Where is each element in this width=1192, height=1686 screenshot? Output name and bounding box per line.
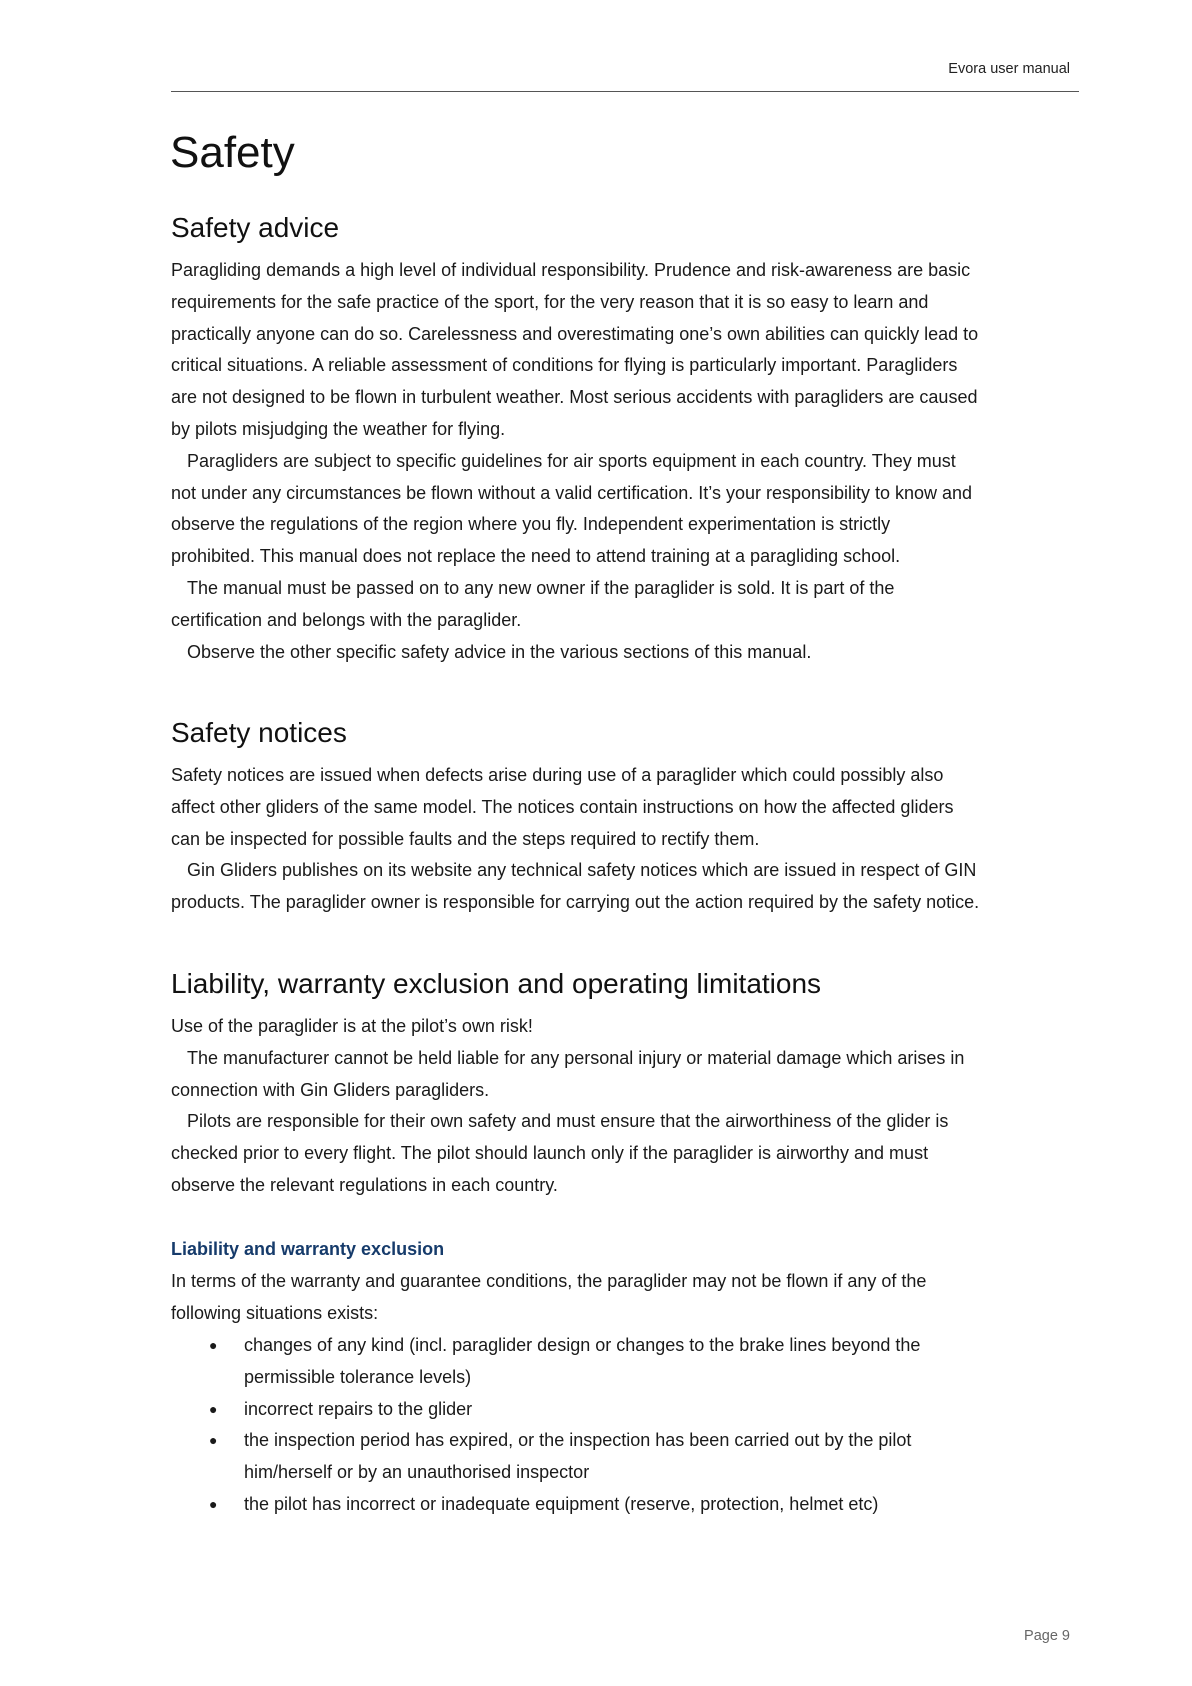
list-item-continuation xyxy=(171,1457,920,1489)
text-line: not under any circumstances be flown without a valid certification. It’s your responsibility to know and xyxy=(171,482,973,503)
page-number: Page 9 xyxy=(1024,1628,1070,1644)
bullet-icon: ● xyxy=(209,1432,218,1449)
text-line: by pilots misjudging the weather for flying. xyxy=(171,418,506,439)
text-line: certification and belongs with the paraglider. xyxy=(171,609,522,630)
heading-safety-advice: Safety advice xyxy=(171,212,340,243)
exclusion-list xyxy=(171,1330,920,1521)
text-line: In terms of the warranty and guarantee conditions, the paraglider may not be flown if any of the xyxy=(171,1271,927,1291)
text-line: observe the relevant regulations in each country. xyxy=(171,1174,558,1195)
text-line: Paragliding demands a high level of individual responsibility. Prudence and risk-awareness are basic xyxy=(171,260,971,280)
text-line: practically anyone can do so. Carelessness and overestimating one’s own abilities can quickly lead to xyxy=(171,323,979,344)
list-item-continuation xyxy=(171,1362,920,1394)
text-line: Pilots are responsible for their own safety and must ensure that the airworthiness of the glider is xyxy=(187,1111,949,1132)
text-line: requirements for the safe practice of the sport, for the very reason that it is so easy to learn and xyxy=(171,291,929,312)
header-rule xyxy=(171,91,1079,92)
text-line: Safety notices are issued when defects arise during use of a paraglider which could possibly also xyxy=(171,765,944,785)
text-line: affect other gliders of the same model. The notices contain instructions on how the affected gliders xyxy=(171,796,954,817)
bullet-icon: ● xyxy=(209,1337,218,1353)
running-header: Evora user manual xyxy=(948,61,1070,77)
list-item xyxy=(171,1394,920,1426)
list-item-text: him/herself or by an unauthorised inspector xyxy=(244,1462,590,1483)
subheading-liability-warranty: Liability and warranty exclusion xyxy=(171,1239,445,1259)
list-item xyxy=(171,1425,920,1457)
list-item-text: the pilot has incorrect or inadequate equipment (reserve, protection, helmet etc) xyxy=(244,1493,879,1514)
text-line: following situations exists: xyxy=(171,1302,379,1323)
page-title: Safety xyxy=(170,128,295,177)
text-line: prohibited. This manual does not replace the need to attend training at a paragliding school. xyxy=(171,546,901,567)
text-line: The manufacturer cannot be held liable for any personal injury or material damage which arises in xyxy=(187,1047,965,1068)
text-line: Use of the paraglider is at the pilot’s own risk! xyxy=(171,1016,533,1036)
list-item-text: the inspection period has expired, or the inspection has been carried out by the pilot xyxy=(244,1430,912,1451)
liability-warranty-body xyxy=(171,1266,926,1330)
text-line: Paragliders are subject to specific guidelines for air sports equipment in each country. They must xyxy=(187,450,956,471)
safety-advice-body xyxy=(171,255,978,668)
text-line: Gin Gliders publishes on its website any technical safety notices which are issued in respect of GIN xyxy=(187,860,977,881)
heading-safety-notices: Safety notices xyxy=(171,717,347,748)
bullet-icon: ● xyxy=(209,1495,218,1512)
text-line: Observe the other specific safety advice in the various sections of this manual. xyxy=(187,641,812,662)
heading-liability: Liability, warranty exclusion and operating limitations xyxy=(171,968,822,999)
bullet-icon: ● xyxy=(209,1400,218,1417)
list-item-text: changes of any kind (incl. paraglider design or changes to the brake lines beyond the xyxy=(244,1335,921,1355)
text-line: connection with Gin Gliders paragliders. xyxy=(171,1079,490,1100)
list-item-text: incorrect repairs to the glider xyxy=(244,1398,473,1419)
text-line: The manual must be passed on to any new owner if the paraglider is sold. It is part of the xyxy=(187,577,895,598)
text-line: can be inspected for possible faults and the steps required to rectify them. xyxy=(171,828,760,849)
text-line: are not designed to be flown in turbulent weather. Most serious accidents with paragliders are caused xyxy=(171,387,978,408)
list-item xyxy=(171,1330,920,1362)
list-item xyxy=(171,1489,920,1521)
text-line: observe the regulations of the region where you fly. Independent experimentation is strictly xyxy=(171,514,891,535)
text-line: products. The paraglider owner is responsible for carrying out the action required by the safety notice. xyxy=(171,892,980,913)
text-line: critical situations. A reliable assessment of conditions for flying is particularly important. Paragliders xyxy=(171,355,958,376)
text-line: checked prior to every flight. The pilot should launch only if the paraglider is airworthy and must xyxy=(171,1143,929,1164)
safety-notices-body xyxy=(171,760,979,919)
liability-body xyxy=(171,1011,964,1202)
list-item-text: permissible tolerance levels) xyxy=(244,1366,472,1387)
